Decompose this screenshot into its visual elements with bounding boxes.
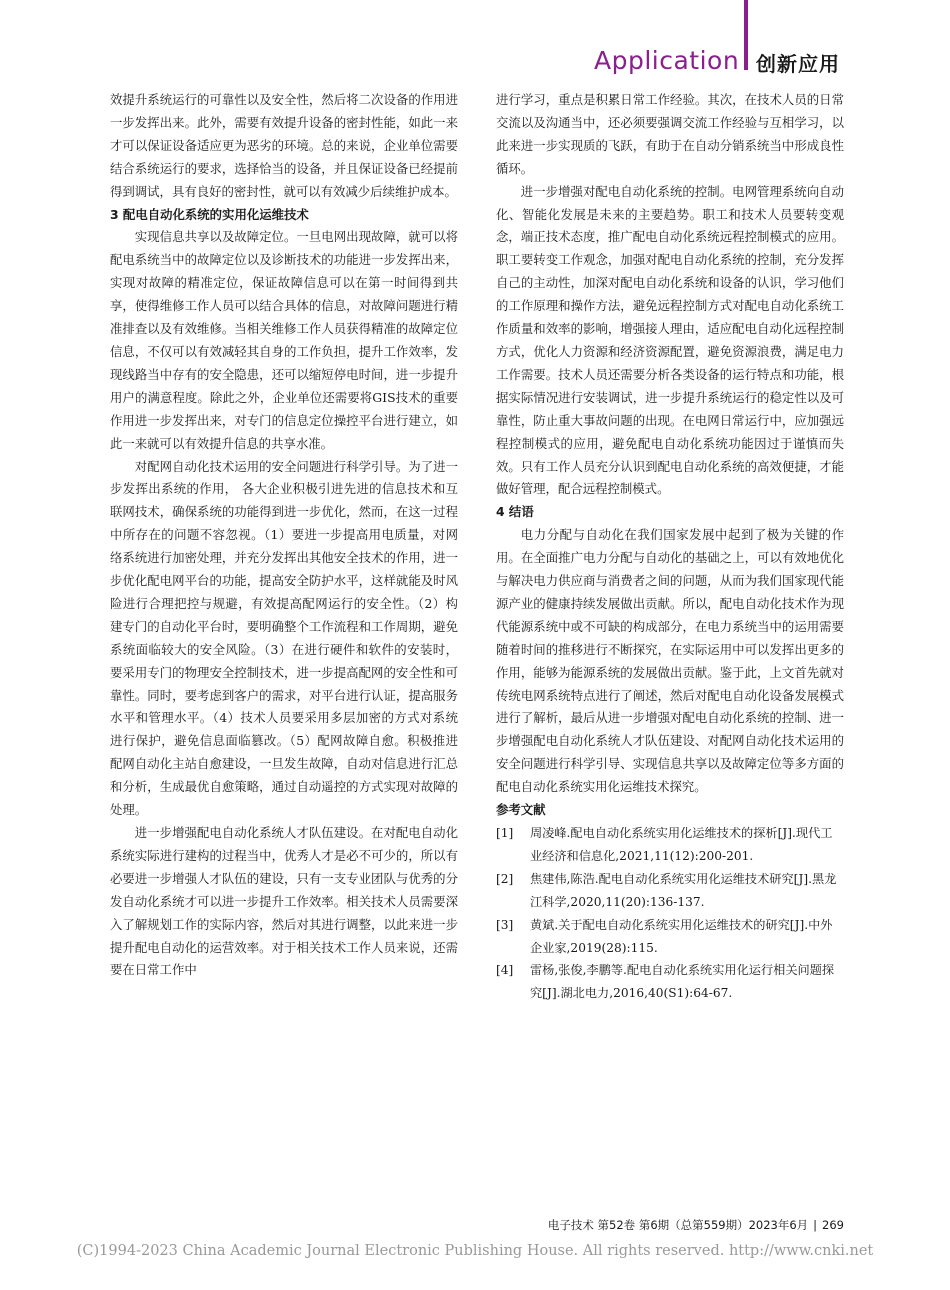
left-column xyxy=(110,89,458,1189)
reference-item xyxy=(496,868,844,914)
right-column xyxy=(496,89,844,1189)
copyright-notice: (C)1994-2023 China Academic Journal Electronic Publishing House. All rights reserved. http://www.cnki.net xyxy=(76,1243,874,1259)
journal-info: 电子技术 第52卷 第6期（总第559期）2023年6月 xyxy=(547,1218,809,1232)
paragraph: 进行学习，重点是积累日常工作经验。其次，在技术人员的日常交流以及沟通当中，还必须要强调交流工作经验与互相学习，以此来进一步实现质的飞跃，有助于在自动分销系统当中形成良性循环。 xyxy=(496,92,844,176)
reference-text: 焦建伟,陈浩.配电自动化系统实用化运维技术研究[J].黑龙江科学,2020,11(20):136-137. xyxy=(530,871,837,909)
section-heading: 4 结语 xyxy=(496,504,534,520)
reference-list xyxy=(496,822,844,1005)
page-number: 269 xyxy=(822,1218,844,1232)
reference-item xyxy=(496,959,844,1005)
reference-text: 雷杨,张俊,李鹏等.配电自动化系统实用化运行相关问题探究[J].湖北电力,2016,40(S1):64-67. xyxy=(530,963,835,1001)
section-label-en: Application xyxy=(594,46,740,75)
references-heading: 参考文献 xyxy=(496,802,546,818)
paragraph: 效提升系统运行的可靠性以及安全性，然后将二次设备的作用进一步发挥出来。此外，需要有效提升设备的密封性能，如此一来才可以保证设备适应更为恶劣的环境。总的来说，企业单位需要结合系统运行的要求，选择恰当的设备，并且保证设备已经提前得到调试，具有良好的密封性，就可以有效减少后续维护成本。 xyxy=(110,92,458,199)
reference-number: [2] xyxy=(496,871,514,886)
section-heading: 3 配电自动化系统的实用化运维技术 xyxy=(110,206,309,222)
reference-number: [1] xyxy=(496,826,514,840)
reference-text: 黄斌.关于配电自动化系统实用化运维技术的研究[J].中外企业家,2019(28):115. xyxy=(530,917,833,955)
section-label-cn: 创新应用 xyxy=(756,52,840,76)
header-divider-bar xyxy=(744,0,748,70)
reference-item xyxy=(496,914,844,960)
paragraph: 实现信息共享以及故障定位。一旦电网出现故障，就可以将配电系统当中的故障定位以及诊断技术的功能进一步发挥出来，实现对故障的精准定位，保证故障信息可以在第一时间得到共享，使得维修工作人员可以结合具体的信息，对故障问题进行精准排查以及有效维修。当相关维修工作人员获得精准的故障定位信息，不仅可以有效减轻其自身的工作负担，提升工作效率，发现线路当中存有的安全隐患，还可以缩短停电时间，进一步提升用户的满意程度。除此之外，企业单位还需要将GIS技术的重要作用进一步发挥出来，对专门的信息定位操控平台进行建立，如此一来就可以有效提升信息的共享水准。 xyxy=(110,229,458,451)
footer-separator: | xyxy=(813,1218,818,1232)
reference-item xyxy=(496,822,844,868)
reference-number: [3] xyxy=(496,917,514,932)
page-footer xyxy=(496,1217,844,1233)
paragraph: 电力分配与自动化在我们国家发展中起到了极为关键的作用。在全面推广电力分配与自动化的基础之上，可以有效地优化与解决电力供应商与消费者之间的问题，从而为我们国家现代能源产业的健康持续发展做出贡献。所以，配电自动化技术作为现代能源系统中或不可缺的构成部分，在电力系统当中的运用需要随着时间的推移进行不断探究，在实际运用中可以发挥出更多的作用，能够为能源系统的发展做出贡献。鉴于此，上文首先就对传统电网系统特点进行了阐述，然后对配电自动化设备发展模式进行了解析，最后从进一步增强对配电自动化系统的控制、进一步增强配电自动化系统人才队伍建设、对配网自动化技术运用的安全问题进行科学引导、实现信息共享以及故障定位等多方面的配电自动化系统实用化运维技术探究。 xyxy=(496,527,844,795)
reference-text: 周凌峰.配电自动化系统实用化运维技术的探析[J].现代工业经济和信息化,2021,11(12):200-201. xyxy=(530,826,833,863)
reference-number: [4] xyxy=(496,963,514,978)
paragraph: 进一步增强配电自动化系统人才队伍建设。在对配电自动化系统实际进行建构的过程当中，优秀人才是必不可少的，所以有必要进一步增强人才队伍的建设，只有一支专业团队与优秀的分发自动化系统才可以进一步提升工作效率。相关技术人员需要深入了解规划工作的实际内容，然后对其进行调整，以此来进一步提升配电自动化的运营效率。对于相关技术工作人员来说，还需要在日常工作中 xyxy=(110,825,458,978)
paragraph: 进一步增强对配电自动化系统的控制。电网管理系统向自动化、智能化发展是未来的主要趋势。职工和技术人员要转变观念，端正技术态度，推广配电自动化系统远程控制模式的应用。职工要转变工作观念，加强对配电自动化系统的控制，充分发挥自己的主动性，加深对配电自动化系统和设备的认识，学习他们的工作原理和操作方法，避免远程控制方式对配电自动化系统工作质量和效率的影响，增强接人理由，适应配电自动化远程控制方式，优化人力资源和经济资源配置，避免资源浪费，满足电力工作需要。技术人员还需要分析各类设备的运行特点和功能，根据实际情况进行安装调试，进一步提升系统运行的稳定性以及可靠性，防止重大事故问题的出现。在电网日常运行中，应加强远程控制模式的应用，避免配电自动化系统功能因过于谨慎而失效。只有工作人员充分认识到配电自动化系统的高效便捷，才能做好管理，配合远程控制模式。 xyxy=(496,183,844,497)
paragraph: 对配网自动化技术运用的安全问题进行科学引导。为了进一步发挥出系统的作用， 各大企业积极引进先进的信息技术和互联网技术，确保系统的功能得到进一步优化，然而，在这一过程中所存在的问题不容忽视。（1）要进一步提高用电质量，对网络系统进行加密处理，并充分发挥出其他安全技术的作用，进一步优化配电网平台的功能，提高安全防护水平，这样就能及时风险进行合理把控与规避，有效提高配网运行的安全性。（2）构建专门的自动化平台时，要明确整个工作流程和工作周期，避免系统面临较大的安全风险。（3）在进行硬件和软件的安装时，要采用专门的物理安全控制技术，进一步提高配网的安全性和可靠性。同时，要考虑到客户的需求，对平台进行认证，提高服务水平和管理水平。（4）技术人员要采用多层加密的方式对系统进行保护，避免信息面临篡改。（5）配网故障自愈。积极推进配网自动化主站自愈建设，一旦发生故障，自动对信息进行汇总和分析，生成最优自愈策略，通过自动遥控的方式实现对故障的处理。 xyxy=(110,458,458,818)
